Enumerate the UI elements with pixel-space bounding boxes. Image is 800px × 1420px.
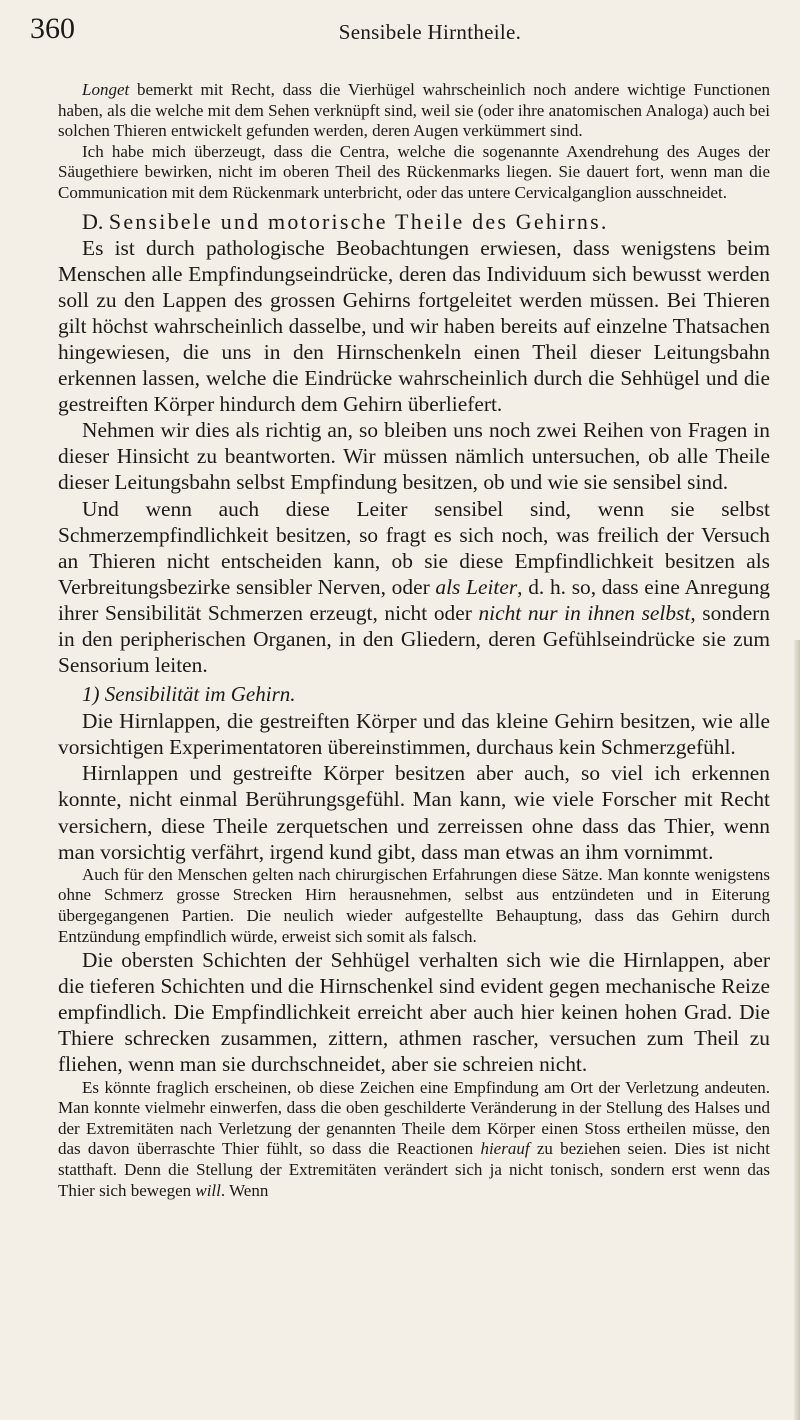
- text-run: , sondern in den peripherischen Organen, in den Gliedern, deren Gefühlseindrücke sie zum Sensorium leiten.: [58, 600, 771, 678]
- text-run: , d. h. so, dass eine Anregung ihrer Sensibilität Schmerzen erzeugt, nicht oder: [58, 574, 770, 625]
- subsection-heading: 1) Sensibilität im Gehirn.: [82, 682, 296, 707]
- paragraph-schmerzempfindlichkeit: [58, 496, 770, 679]
- emphasis: will: [195, 1180, 221, 1200]
- emphasis: nicht nur in ihnen selbst: [478, 600, 691, 625]
- emphasis: hierauf: [480, 1139, 530, 1159]
- author-name: Longet: [82, 80, 130, 99]
- paragraph-axendrehung: Ich habe mich überzeugt, dass die Centra, welche die sogenannte Axendrehung des Auges der Säugethiere bewirken, nicht im oberen Theil des Rückenmarks liegen. Sie dauert fort, wenn man die Communication mit dem Rückenmark unterbricht, oder das untere Cervicalganglion ausschneidet.: [58, 141, 770, 202]
- paragraph-verletzung: [58, 1078, 770, 1202]
- paragraph-chirurgische-erfahrungen: Auch für den Menschen gelten nach chirurgischen Erfahrungen diese Sätze. Man konnte wenigstens ohne Schmerz grosse Strecken Hirn herausnehmen, selbst aus entzündeten und in Eiterung übergegangenen Partien. Die neulich wieder aufgestellte Behauptung, dass das Gehirn durch Entzündung empfindlich würde, erweist sich somit als falsch.: [58, 864, 770, 946]
- paragraph-zwei-reihen-fragen: Nehmen wir dies als richtig an, so bleiben uns noch zwei Reihen von Fragen in dieser Hinsicht zu beantworten. Wir müssen nämlich untersuchen, ob alle Theile dieser Leitungsbahn selbst Empfindung besitzen, ob und wie sie sensibel sind.: [58, 418, 770, 495]
- section-heading: [58, 208, 770, 235]
- text-run: zu beziehen seien. Dies ist nicht statthaft. Denn die Stellung der Extremitäten verändert sich ja nicht tonisch, sondern erst wenn das Thier sich bewegen: [58, 1139, 770, 1200]
- running-title: Sensibele Hirntheile.: [338, 20, 522, 44]
- text-run: Es könnte fraglich erscheinen, ob diese Zeichen eine Empfindung am Ort der Verletzung andeuten. Man konnte vielmehr einwerfen, dass die oben geschilderte Veränderung in der Stellung des Halses und der Extremitäten nach Verletzung der genannten Theile dem Körper einen Stoss ertheilen müsse, den das davon überraschte Thier fühlt, so dass die Reactionen: [58, 1077, 770, 1159]
- paragraph-pathologische-beobachtungen: Es ist durch pathologische Beobachtungen erwiesen, dass wenigstens beim Menschen alle Empfindungseindrücke, deren das Individuum sich bewusst werden soll zu den Lappen des grossen Gehirns fortgeleitet werden müssen. Bei Thieren gilt höchst wahrscheinlich dasselbe, und wir haben bereits auf einzelne Thatsachen hingewiesen, die uns in den Hirnschenkeln einen Theil dieser Leitungsbahn erkennen lassen, welche die Eindrücke wahrscheinlich durch die Sehhügel und die gestreiften Körper hindurch dem Gehirn überliefert.: [58, 235, 770, 417]
- paragraph-beruehrungsgefuehl: Hirnlappen und gestreifte Körper besitzen aber auch, so viel ich erkennen konnte, nicht einmal Berührungsgefühl. Man kann, wie viele Forscher mit Recht versichern, diese Theile zerquetschen und zerreissen ohne dass das Thier, wenn man vorsichtig verfährt, irgend kund gibt, dass man etwas an ihm vornimmt.: [58, 761, 770, 864]
- text-run: . Wenn: [220, 1180, 269, 1200]
- paragraph-text: bemerkt mit Recht, dass die Vierhügel wahrscheinlich noch andere wichtige Functionen haben, als die welche mit dem Sehen verknüpft sind, weil sie (oder ihre anatomischen Analoga) auch bei solchen Thieren entwickelt gefunden werden, deren Augen verkümmert sind.: [58, 80, 770, 141]
- paragraph-sehhuegel: Die obersten Schichten der Sehhügel verhalten sich wie die Hirnlappen, aber die tieferen Schichten und die Hirnschenkel sind evident gegen mechanische Reize empfindlich. Die Empfindlichkeit erreicht aber auch hier keinen hohen Grad. Die Thiere schrecken zusammen, zittern, athmen rascher, versuchen zum Theil zu fliehen, wenn man sie durchschneidet, aber sie schreien nicht.: [58, 948, 770, 1077]
- paragraph-longet: [58, 80, 770, 142]
- page-number: 360: [30, 12, 75, 45]
- section-title: Sensibele und motorische Theile des Gehirns.: [108, 208, 609, 234]
- emphasis: als Leiter: [435, 574, 518, 599]
- page-edge-shadow: [794, 640, 800, 1420]
- body-text: [58, 80, 770, 1201]
- text-run: Und wenn auch diese Leiter sensibel sind, wenn sie selbst Schmerzempfindlichkeit besitzen, so fragt es sich noch, was freilich der Versuch an Thieren nicht entscheiden kann, ob sie diese Empfindlichkeit besitzen als Verbreitungsbezirke sensibler Nerven, oder: [58, 496, 770, 599]
- section-letter: D.: [82, 208, 109, 234]
- paragraph-hirnlappen: Die Hirnlappen, die gestreiften Körper und das kleine Gehirn besitzen, wie alle vorsichtigen Experimentatoren übereinstimmen, durchaus kein Schmerzgefühl.: [58, 709, 770, 760]
- page-header: [30, 14, 770, 44]
